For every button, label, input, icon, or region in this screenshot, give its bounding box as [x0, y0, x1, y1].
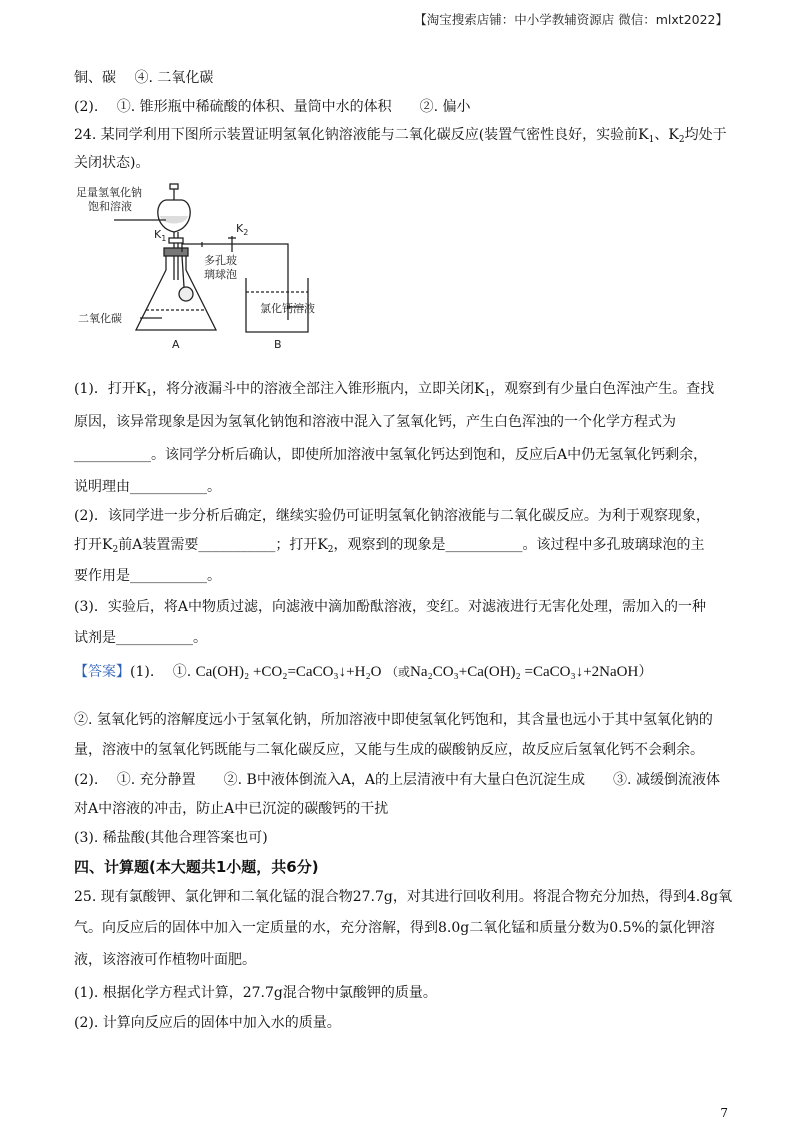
q24-p1-line-3: ___________。该同学分析后确认，即使所加溶液中氢氧化钙达到饱和，反应后A中仍无氢氧化钙剩余， [74, 447, 708, 463]
page-header: 【淘宝搜索店铺：中小学教辅资源店 微信：mlxt2022】 [414, 12, 728, 27]
section-4-title: 四、计算题(本大题共1小题，共6分) [74, 858, 319, 876]
equation-1: Ca(OH)₂ +CO₂=CaCO₃↓+H₂O [195, 664, 382, 680]
q25-line-3: 液，该溶液可作植物叶面肥。 [74, 952, 256, 968]
answer-2-line-1: (2). ①. 充分静置 ②. B中液体倒流入A，A的上层清液中有大量白色沉淀生成 ③. 减缓倒流液体 [74, 772, 720, 788]
q24-stem-sub2: 2 [678, 135, 685, 145]
answer-1-line-1: ②. 氢氧化钙的溶解度远小于氢氧化钠，所加溶液中即使氢氧化钙饱和，其含量也远小于其中氢氧化钠的 [74, 712, 713, 728]
label-glass-2: 璃球泡 [204, 268, 237, 281]
q24-p1-line-4: 说明理由___________。 [74, 479, 221, 495]
q24-stem-line-2: 关闭状态)。 [74, 155, 150, 171]
q24-p2-b: 前A装置需要___________；打开K [118, 537, 328, 553]
apparatus-figure [74, 182, 334, 354]
q24-stem-line-1 [74, 125, 730, 150]
q24-p1-c: ，观察到有少量白色浑浊产生。查找 [490, 381, 715, 397]
label-glass-1: 多孔玻 [204, 254, 237, 267]
q24-p3-line-2: 试剂是___________。 [74, 630, 207, 646]
q24-p2-a: 打开K [74, 537, 113, 553]
q24-stem-mid: 、K [654, 127, 679, 143]
answer-1-line-2: 量，溶液中的氢氧化钙既能与二氧化碳反应，又能与生成的碳酸钠反应，故反应后氢氧化钙不会剩余。 [74, 742, 704, 758]
page-number: 7 [720, 1106, 728, 1120]
q24-p1-line-1 [74, 379, 730, 404]
q24-p1-sub2: 1 [484, 389, 491, 399]
answer-line-1 [74, 662, 730, 682]
label-k1-letter: K [154, 228, 162, 241]
q24-p2-c: ，观察到的现象是___________。该过程中多孔玻璃球泡的主 [333, 537, 705, 553]
q24-p2-line-3: 要作用是___________。 [74, 568, 221, 584]
label-b: B [274, 338, 282, 351]
q24-p1-line-2: 原因，该异常现象是因为氢氧化钠饱和溶液中混入了氢氧化钙，产生白色浑浊的一个化学方程式为 [74, 414, 676, 430]
label-k2 [236, 222, 248, 237]
label-k2-sub: 2 [243, 228, 249, 237]
q25-line-1: 25. 现有氯酸钾、氯化钾和二氧化锰的混合物27.7g，对其进行回收利用。将混合物充分加热，得到4.8g氧 [74, 889, 733, 905]
prev-answer-line-1: 铜、碳 ④. 二氧化碳 [74, 70, 214, 86]
or-close: ） [638, 664, 653, 680]
label-naoh-2: 饱和溶液 [88, 200, 132, 213]
answer-part1: (1). ①. [130, 664, 192, 680]
label-a: A [172, 338, 180, 351]
equation-2: Na₂CO₃+Ca(OH)₂ =CaCO₃↓+2NaOH [409, 664, 639, 680]
q24-p2-line-2 [74, 535, 730, 560]
q25-line-4: (1). 根据化学方程式计算，27.7g混合物中氯酸钾的质量。 [74, 985, 437, 1001]
q24-p3-line-1: (3)．实验后，将A中物质过滤，向滤液中滴加酚酞溶液，变红。对滤液进行无害化处理，需加入的一种 [74, 599, 706, 615]
q24-p1-a: (1)．打开K [74, 381, 147, 397]
answer-3: (3). 稀盐酸(其他合理答案也可) [74, 830, 268, 846]
label-k1 [154, 228, 166, 243]
label-co2: 二氧化碳 [78, 312, 122, 325]
label-k2-letter: K [236, 222, 244, 235]
q24-p1-sub1: 1 [146, 389, 153, 399]
answer-2-line-2: 对A中溶液的冲击，防止A中已沉淀的碳酸钙的干扰 [74, 801, 389, 817]
q24-p1-b: ，将分液漏斗中的溶液全部注入锥形瓶内，立即关闭K [152, 381, 485, 397]
q25-line-2: 气。向反应后的固体中加入一定质量的水，充分溶解，得到8.0g二氧化锰和质量分数为0.5%的氯化钾溶 [74, 920, 715, 936]
prev-answer-line-2: (2). ①. 锥形瓶中稀硫酸的体积、量筒中水的体积 ②. 偏小 [74, 99, 471, 115]
q24-stem-sub1: 1 [648, 135, 655, 145]
label-naoh-1: 足量氢氧化钠 [76, 186, 142, 199]
q24-p2-sub1: 2 [112, 545, 119, 555]
label-k1-sub: 1 [161, 234, 167, 243]
q25-line-5: (2). 计算向反应后的固体中加入水的质量。 [74, 1015, 341, 1031]
or-open: （或 [385, 665, 410, 679]
answer-tag: 【答案】 [74, 664, 130, 680]
label-cacl2: 氯化钙溶液 [260, 302, 315, 315]
q24-p2-sub2: 2 [327, 545, 334, 555]
q24-stem-post: 均处于 [684, 127, 727, 143]
q24-p2-line-1: (2)．该同学进一步分析后确定，继续实验仍可证明氢氧化钠溶液能与二氧化碳反应。为利于观察现象， [74, 508, 710, 524]
q24-stem-pre: 24. 某同学利用下图所示装置证明氢氧化钠溶液能与二氧化碳反应(装置气密性良好，实验前K [74, 127, 649, 143]
